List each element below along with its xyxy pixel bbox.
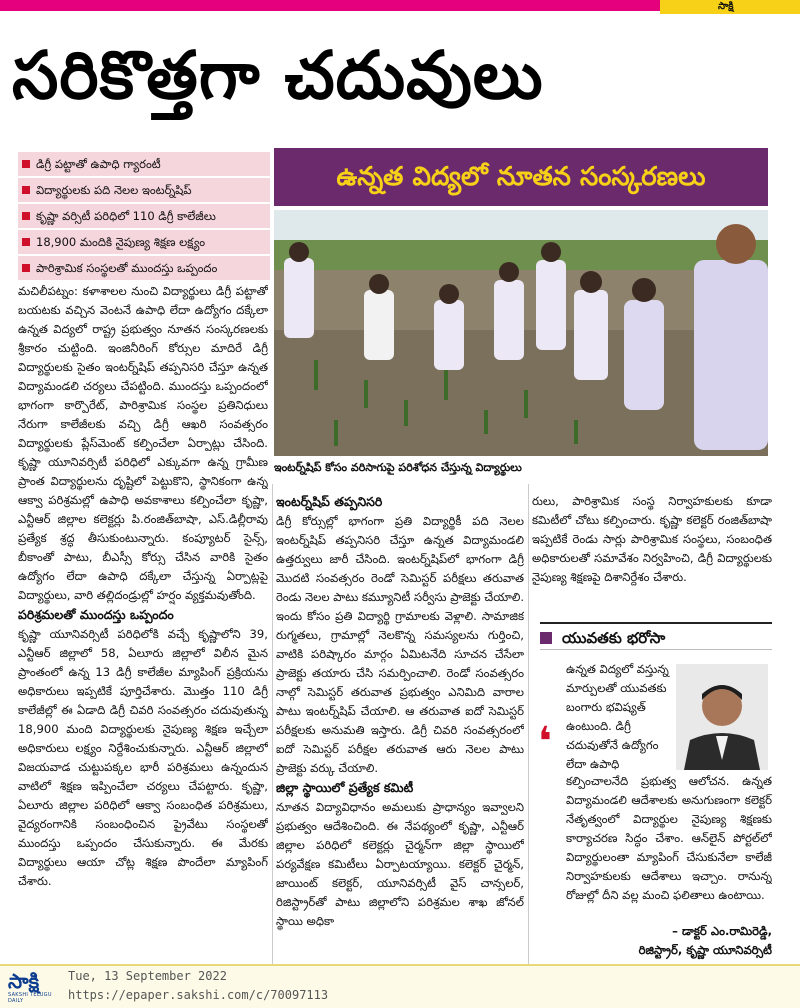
article-paragraph: డిగ్రీ కోర్సుల్లో భాగంగా ప్రతి విద్యార్థికీ పది నెలల ఇంటర్న్‌షిప్ తప్పనిసరి చేస్తూ ఉన్నత విద్యామండలి ఉత్తర్వులు జారీ చేసింది. ఇంటర్న్‌షిప్‌లో భాగంగా డిగ్రీ మొదటి సంవత్సరం రెండో సెమిస్టర్ పరీక్షలు తరువాత రెండు నెలల పాటు కమ్యూనిటీ సర్వీసు ప్రాజెక్టు చేయాలి. ఇందు కోసం ప్రతి విద్యార్థి గ్రామాలకు వెళ్లాలి. సామాజిక రుగ్మతలు, గ్రామాల్లో నెలకొన్న సమస్యలను గుర్తించి, వాటికి పరిష్కారం మార్గం ఏమిటనేది సూచన చేసేలా ప్రాజెక్టు తయారు చేసి సమర్పించాలి. రెండో సంవత్సరం నాల్గో సెమిస్టర్ తరువాత ప్రభుత్వం ఎనిమిది వారాల పాటు ఇంటర్న్‌షిప్ చేయాలి. ఆ తరువాత ఐదో సెమిస్టర్ పరీక్షలకు అనుమతి ఇస్తారు. డిగ్రీ చివరి సంవత్సరంలో ఐదో సెమిస్టర్ పరీక్షల తరువాత ఆరు నెలల పాటు ప్రాజెక్టు వర్కు చేయాలి. xyxy=(276,514,524,775)
photo-title: ఉన్నత విద్యలో నూతన సంస్కరణలు xyxy=(274,148,768,206)
column-divider xyxy=(272,484,273,964)
article-paragraph: నూతన విద్యావిధానం అమలుకు ప్రాధాన్యం ఇవ్వాలని ప్రభుత్వం ఆదేశించింది. ఈ నేపథ్యంలో కృష్ణా, ఎన్టీఆర్ జిల్లాల పరిధిలో కలెక్టర్లు చైర్మన్‌గా జిల్లా స్థాయిలో పర్యవేక్షణ కమిటీలు ఏర్పాటయ్యాయి. కలెక్టర్ చైర్మన్, జాయింట్ కలెక్టర్, యూనివర్సిటీ వైస్ చాన్సలర్, రిజిస్ట్రార్‌తో పాటు జిల్లాలోని పరిశ్రమల శాఖ జోనల్ స్థాయి అధికా xyxy=(276,800,524,928)
highlight-text: పారిశ్రామిక సంస్థలతో ముందస్తు ఒప్పందం xyxy=(36,261,218,275)
footer xyxy=(0,964,800,1008)
footer-date: Tue, 13 September 2022 xyxy=(68,969,227,983)
article-column-1 xyxy=(18,282,268,958)
bullet-square-icon xyxy=(22,160,30,168)
highlight-text: కృష్ణా వర్సిటీ పరిధిలో 110 డిగ్రీ కాలేజీలు xyxy=(36,209,216,223)
article-paragraph: మచిలీపట్నం: కళాశాలల నుంచి విద్యార్థులు డిగ్రీ పట్టాతో బయటకు వచ్చిన వెంటనే ఉపాధి లేదా ఉద్యోగం దక్కేలా ఉన్నత విద్యలో రాష్ట్ర ప్రభుత్వం నూతన సంస్కరణలకు శ్రీకారం చుట్టింది. ఇంజినీరింగ్ కోర్సుల మాదిరే డిగ్రీ విద్యార్థులకు సైతం ఇంటర్న్‌షిప్ తప్పనిసరి చేస్తూ ఉన్నత విద్యామండలి చర్యలు చేపట్టింది. ముందస్తు ఒప్పందంలో భాగంగా కార్పొరేట్, పారిశ్రామిక సంస్థల ప్రతినిధులు నేరుగా కాలేజీలకు వచ్చి డిగ్రీ ఆఖరి సంవత్సరం విద్యార్థులకు ప్లేస్‌మెంట్ కల్పించేలా ఏర్పాట్లు చేసింది. కృష్ణా యూనివర్సిటీ పరిధిలో ఎక్కువగా ఉన్న గ్రామీణ ప్రాంత విద్యార్థులను దృష్టిలో పెట్టుకొని, స్థానికంగా ఉన్న ఆక్వా పరిశ్రమల్లో ఉపాధి అవకాశాలు కల్పించేలా కృష్ణా, ఎన్టీఆర్ జిల్లాల కలెక్టర్లు పి.రంజిత్‌బాషా, ఎస్.డిల్లీరావు ప్రత్యేక శ్రద్ధ తీసుకుంటున్నారు. కంప్యూటర్ సైన్స్, బీకాంతో పాటు, బీఎస్సీ కోర్సు చేసిన వారికి సైతం ఉద్యోగం లేదా ఉపాధి దక్కేలా చేస్తున్న ఏర్పాట్లపై విద్యార్థులు, వారి తల్లిదండ్రుల్లో హర్షం వ్యక్తమవుతోంది. xyxy=(18,284,268,602)
registrar-portrait xyxy=(676,664,768,770)
highlight-item xyxy=(18,256,270,280)
logo-mark: సాక్షి xyxy=(8,969,40,993)
subheading: ఇంటర్న్‌షిప్ తప్పనిసరి xyxy=(276,494,383,509)
quote-box-title: యువతకు భరోసా xyxy=(540,622,772,650)
column-divider xyxy=(528,484,529,964)
highlight-item xyxy=(18,152,270,176)
highlight-text: విద్యార్థులకు పది నెలల ఇంటర్న్‌షిప్ xyxy=(36,183,192,197)
article-paragraph: రులు, పారిశ్రామిక సంస్థ నిర్వాహకులకు కూడా కమిటీలో చోటు కల్పించారు. కృష్ణా కలెక్టర్ రంజిత్‌బాషా ఇప్పటికే రెండు సార్లు పారిశ్రామిక సంస్థలు, సంబంధిత అధికారులతో సమావేశం నిర్వహించి, డిగ్రీ విద్యార్థులకు నైపుణ్య శిక్షణపై దిశానిర్దేశం చేశారు. xyxy=(532,494,772,584)
headline: సరికొత్తగా చదువులు xyxy=(12,37,544,114)
subheading: జిల్లా స్థాయిలో ప్రత్యేక కమిటీ xyxy=(276,780,414,795)
highlight-item xyxy=(18,178,270,202)
bullet-square-icon xyxy=(22,238,30,246)
sakshi-logo xyxy=(8,970,64,1006)
quote-mark-icon: ❛ xyxy=(538,719,552,765)
portrait-illustration xyxy=(676,664,768,770)
article-paragraph: కృష్ణా యూనివర్సిటీ పరిధిలోకి వచ్చే కృష్ణాలోని 39, ఎన్టీఆర్ జిల్లాలో 58, ఏలూరు జిల్లాలో విలీన మైన ప్రాంతంలో ఉన్న 13 డిగ్రీ కాలేజీల మ్యాపింగ్ ప్రక్రియను అధికారులు ఇప్పటికే పూర్తిచేశారు. మొత్తం 110 డిగ్రీ కాలేజీల్లో ఈ ఏడాది డిగ్రీ చివరి సంవత్సరం చదువుతున్న 18,900 మంది విద్యార్థులకు నైపుణ్య శిక్షణ ఇచ్చేలా అధికారులు లక్ష్యం నిర్దేశించుకున్నారు. ఎన్టీఆర్ జిల్లాలో విజయవాడ చుట్టుపక్కల భారీ పరిశ్రమలు ఉన్నందున వాటిలో శిక్షణ ఇప్పించేలా చర్యలు చేపట్టారు. కృష్ణా, ఏలూరు జిల్లాల పరిధిలో ఆక్వా సంబంధిత పరిశ్రమలు, వైద్యరంగానికి సంబంధించిన ప్రైవేటు సంస్థలతో ముందస్తు ఒప్పందం చేసుకున్నారు. ఈ మేరకు విద్యార్థులు ఆయా చోట్ల శిక్షణ పొందేలా మ్యాపింగ్ చేశారు. xyxy=(18,627,268,888)
highlight-item xyxy=(18,230,270,254)
signature-role: రిజిస్ట్రార్, కృష్ణా యూనివర్సిటీ xyxy=(638,943,772,957)
logo-subtitle: SAKSHI TELUGU DAILY xyxy=(8,992,52,1004)
bullet-square-icon xyxy=(22,186,30,194)
article-column-2 xyxy=(276,492,524,962)
quote-rest: కల్పించాలనేది ప్రభుత్వ ఆలోచన. ఉన్నత విద్యామండలి ఆదేశాలకు అనుగుణంగా కలెక్టర్ నేతృత్వంలో విద్యార్థుల నైపుణ్య శిక్షణకు కార్యాచరణ సిద్ధం చేశాం. ఆన్‌లైన్ పోర్టల్‌లో విద్యార్థులంతా మ్యాపింగ్ చేసుకునేలా కాలేజీ నిర్వాహకులకు ఆదేశాలు ఇచ్చాం. రానున్న రోజుల్లో దీని వల్ల మంచి ఫలితాలు ఉంటాయి. xyxy=(566,774,772,902)
bullet-square-icon xyxy=(22,264,30,272)
students-field-illustration xyxy=(274,210,768,456)
top-banner xyxy=(0,0,800,14)
highlights-list xyxy=(18,152,270,282)
highlight-text: డిగ్రీ పట్టాతో ఉపాధి గ్యారంటీ xyxy=(36,157,161,171)
quote-lead: ఉన్నత విద్యలో వస్తున్న మార్పులతో యువతకు బంగారు భవిష్యత్ ఉంటుంది. డిగ్రీ చదువుతోనే ఉద్యోగం లేదా ఉపాధి xyxy=(566,662,669,771)
highlight-item xyxy=(18,204,270,228)
top-banner-pink xyxy=(0,0,660,11)
photo-caption: ఇంటర్న్‌షిప్ కోసం వరిసాగుపై పరిశోధన చేస్తున్న విద్యార్థులు xyxy=(274,461,522,474)
quote-continuation xyxy=(566,772,772,918)
signature xyxy=(560,922,772,960)
highlight-text: 18,900 మందికి నైపుణ్య శిక్షణ లక్ష్యం xyxy=(36,235,206,249)
top-banner-tag: సాక్షి xyxy=(718,1,734,12)
article-column-3 xyxy=(532,492,772,618)
students-field-photo xyxy=(274,210,768,456)
signature-name: – డాక్టర్ ఎం.రామిరెడ్డి, xyxy=(672,924,772,938)
subheading: పరిశ్రమలతో ముందస్తు ఒప్పందం xyxy=(18,607,174,622)
bullet-square-icon xyxy=(22,212,30,220)
footer-url[interactable]: https://epaper.sakshi.com/c/70097113 xyxy=(68,988,329,1002)
